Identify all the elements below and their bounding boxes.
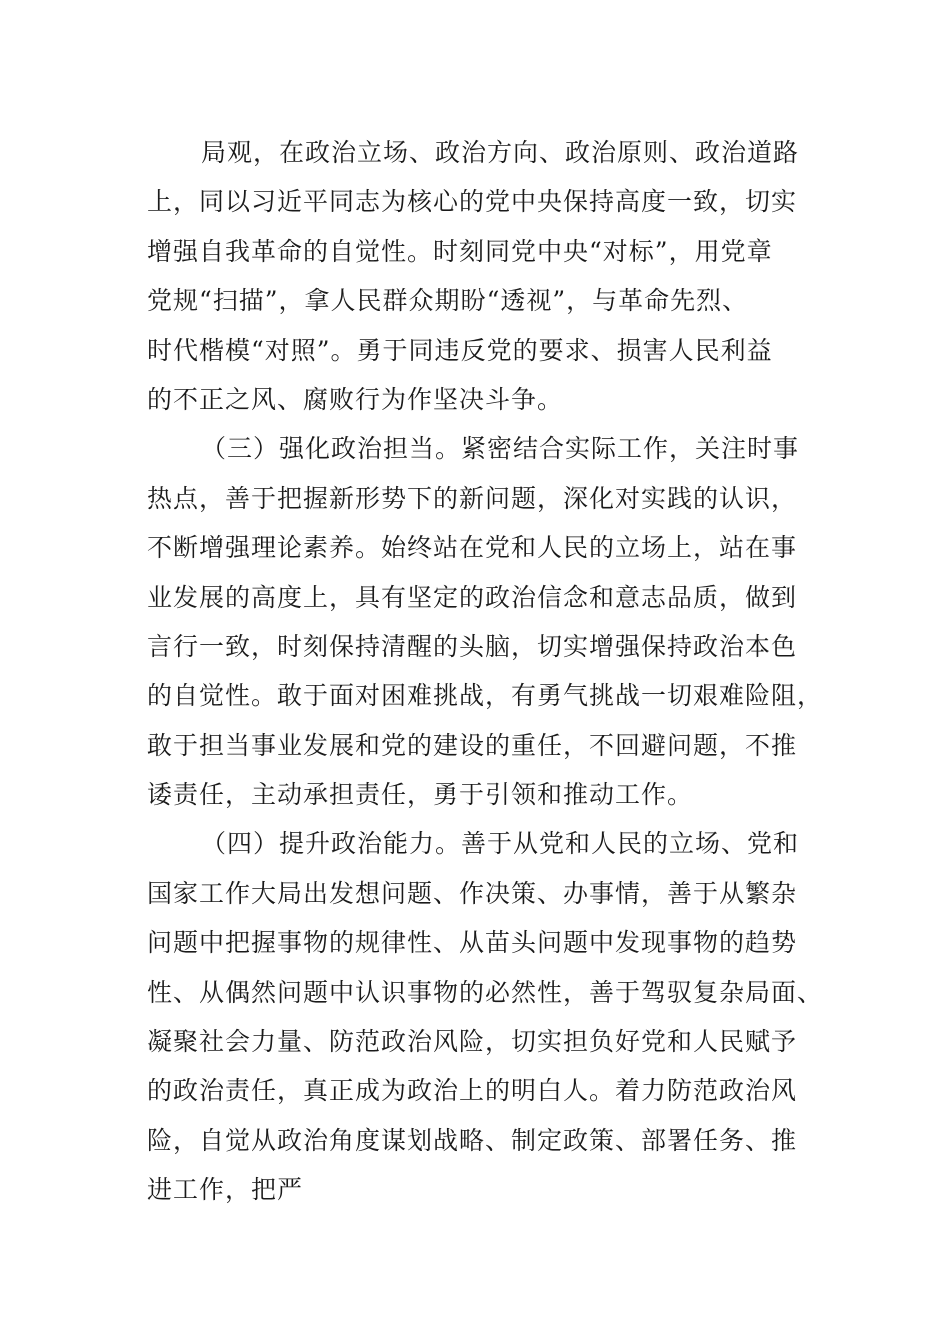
text-line: 国家工作大局出发想问题、作决策、办事情，善于从繁杂 <box>147 878 798 908</box>
text-line: 时代楷模“对照”。勇于同违反党的要求、损害人民利益 <box>147 335 773 365</box>
text-line: 敢于担当事业发展和党的建设的重任，不回避问题，不推 <box>147 730 798 760</box>
text-line: 性、从偶然问题中认识事物的必然性，善于驾驭复杂局面、 <box>147 977 824 1007</box>
body-text <box>147 128 824 1215</box>
section-4-first-line: （四）提升政治能力。善于从党和人民的立场、党和 <box>201 829 800 859</box>
text-line: 诿责任，主动承担责任，勇于引领和推动工作。 <box>147 780 694 810</box>
text-line: 党规“扫描”，拿人民群众期盼“透视”，与革命先烈、 <box>147 286 749 316</box>
text-line: 进工作，把严 <box>147 1175 304 1205</box>
text-line: 的自觉性。敢于面对困难挑战，有勇气挑战一切艰难险阻， <box>147 681 824 711</box>
text-line: 上，同以习近平同志为核心的党中央保持高度一致，切实 <box>147 187 798 217</box>
text-line: 的不正之风、腐败行为作坚决斗争。 <box>147 384 564 414</box>
text-line: 言行一致，时刻保持清醒的头脑，切实增强保持政治本色 <box>147 631 798 661</box>
section-3-first-line: （三）强化政治担当。紧密结合实际工作，关注时事 <box>201 434 800 464</box>
text-line: 局观，在政治立场、政治方向、政治原则、政治道路 <box>201 138 800 167</box>
text-line: 凝聚社会力量、防范政治风险，切实担负好党和人民赋予 <box>147 1027 798 1057</box>
text-line: 增强自我革命的自觉性。时刻同党中央“对标”，用党章 <box>147 236 773 266</box>
text-line: 业发展的高度上，具有坚定的政治信念和意志品质，做到 <box>147 582 798 612</box>
text-line: 热点，善于把握新形势下的新问题，深化对实践的认识， <box>147 483 798 513</box>
text-line: 险，自觉从政治角度谋划战略、制定政策、部署任务、推 <box>147 1125 798 1155</box>
text-line: 的政治责任，真正成为政治上的明白人。着力防范政治风 <box>147 1076 798 1106</box>
text-line: 问题中把握事物的规律性、从苗头问题中发现事物的趋势 <box>147 928 798 958</box>
text-line: 不断增强理论素养。始终站在党和人民的立场上，站在事 <box>147 533 798 563</box>
